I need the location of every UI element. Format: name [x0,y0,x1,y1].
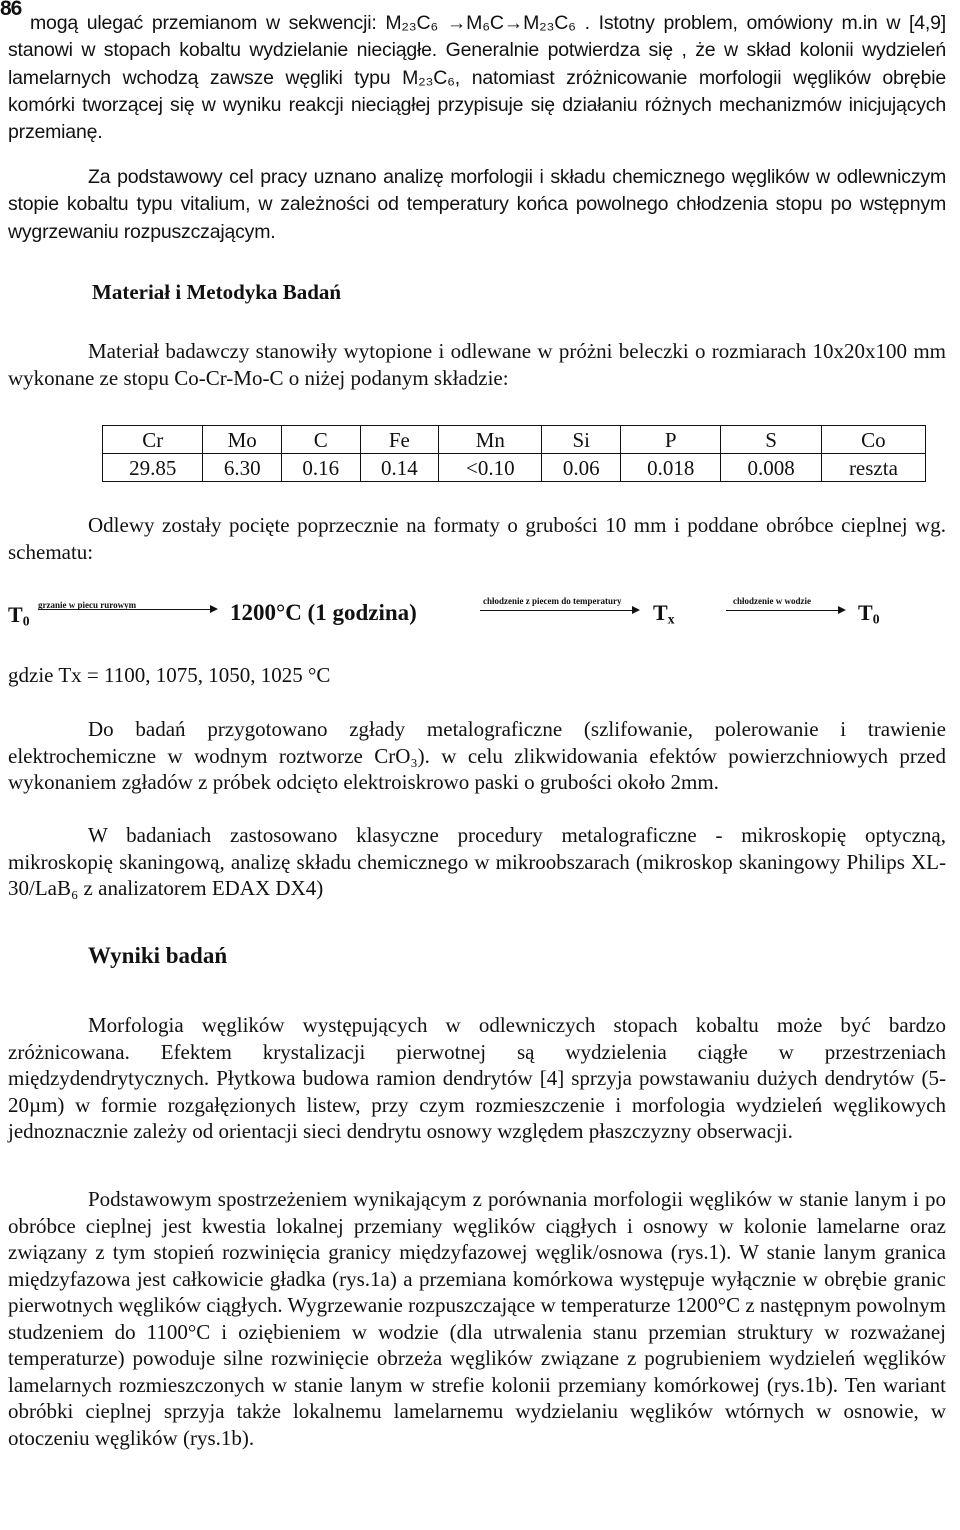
table-header-cell: Si [542,426,621,454]
page-number: 86 [0,0,22,20]
table-value-cell: 0.008 [721,454,821,482]
scheme-t0-end: $T_0$ [858,600,880,627]
table-value-cell: 6.30 [203,454,282,482]
tx-values-line: gdzie Tx = 1100, 1075, 1050, 1025 °C [8,663,331,687]
scheme-arrow-3 [726,610,844,611]
methods-paragraph-2: W badaniach zastosowano klasyczne procedury metalograficzne - mikroskopię optyczną, mikroskopię skaningową, analizę składu chemicznego w mikroobszarach (mikroskop skaningowy Philips XL-30/LaB₆ z analizatorem EDAX DX4) [8,823,946,900]
composition-header-row [103,426,926,454]
results-paragraph-1: Morfologia węglików występujących w odlewniczych stopach kobaltu może być bardzo zróżnicowana. Efektem krystalizacji pierwotnej są wydzielenia ciągłe w przestrzeniach międzydendrytycznych. Płytkowa budowa ramion dendrytów [4] sprzyja powstawaniu dużych dendrytów (5-20µm) w formie rozgałęzionych listew, przy czym rozmieszczenie i morfologia wydzieleń węglikowych jednoznacznie zależy od orientacji sieci dendrytu osnowy względem płaszczyzny obserwacji. [8,1013,946,1143]
scheme-tx: $T_x$ [653,600,675,627]
table-value-cell: 0.06 [542,454,621,482]
section-title-results: Wyniki badań [88,943,228,968]
scheme-arrow-2 [480,610,638,611]
table-header-cell: Mn [439,426,542,454]
table-value-cell: reszta [821,454,925,482]
table-value-cell: 0.018 [620,454,720,482]
composition-value-row [103,454,926,482]
table-value-cell: 29.85 [103,454,203,482]
table-header-cell: C [282,426,361,454]
table-value-cell: 0.14 [360,454,439,482]
table-value-cell: <0.10 [439,454,542,482]
heat-treatment-scheme [8,588,948,636]
scheme-step2-label: chłodzenie z piecem do temperatury [483,596,622,606]
scheme-arrow-1 [38,609,216,610]
table-header-cell: Mo [203,426,282,454]
table-value-cell: 0.16 [282,454,361,482]
materials-paragraph: Materiał badawczy stanowiły wytopione i odlewane w próżni beleczki o rozmiarach 10x20x100 mm wykonane ze stopu Co-Cr-Mo-C o niżej podanym składzie: [8,339,946,390]
scheme-step3-label: chłodzenie w wodzie [733,596,811,606]
methods-paragraph-1: Do badań przygotowano zgłady metalograficzne (szlifowanie, polerowanie i trawienie elektrochemiczne w wodnym roztworze CrO₃). w celu zlikwidowania efektów powierzchniowych przed wykonaniem zgładów z próbek odcięto elektroiskrowo paski o grubości około 2mm. [8,717,946,794]
intro-paragraph-2: Za podstawowy cel pracy uznano analizę morfologii i składu chemicznego węglików w odlewniczym stopie kobaltu typu vitalium, w zależności od temperatury końca powolnego chłodzenia stopu po wstępnym wygrzewaniu rozpuszczającym. [8,166,946,243]
table-header-cell: Cr [103,426,203,454]
scheme-step1-label: grzanie w piecu rurowym [38,600,137,610]
section-title-materials-methods: Materiał i Metodyka Badań [92,280,342,304]
table-header-cell: P [620,426,720,454]
scheme-t0: $T_0$ [8,602,30,629]
scheme-step1-target: 1200°C (1 godzina) [230,600,417,625]
table-header-cell: S [721,426,821,454]
table-header-cell: Co [821,426,925,454]
composition-table [102,425,926,482]
intro-paragraph-1: mogą ulegać przemianom w sekwencji: M₂₃C₆ →M₆C→M₂₃C₆ . Istotny problem, omówiony m.in w [4,9] stanowi w stopach kobaltu wydzielanie nieciągłe. Generalnie potwierdza się , że w skład kolonii wydzieleń lamelarnych wchodzą zawsze węgliki typu M₂₃C₆, natomiast zróżnicowanie morfologii węglików obrębie komórki tworzącej się w wyniku reakcji nieciągłej przypisuje się działaniu różnych mechanizmów inicjujących przemianę. [8,12,946,144]
table-header-cell: Fe [360,426,439,454]
results-paragraph-2: Podstawowym spostrzeżeniem wynikającym z porównania morfologii węglików w stanie lanym i po obróbce cieplnej jest kwestia lokalnej przemiany węglików ciągłych i osnowy w kolonie lamelarne oraz związany z tym stopień rozwinięcia granicy międzyfazowej węglik/osnowa (rys.1). W stanie lanym granica międzyfazowa jest całkowicie gładka (rys.1a) a przemiana komórkowa występuje wyłącznie w obrębie granic pierwotnych węglików ciągłych. Wygrzewanie rozpuszczające w temperaturze 1200°C z następnym powolnym studzeniem do 1100°C i oziębieniem w wodzie (dla utrwalenia stanu przemian struktury w rozważanej temperaturze) powoduje silne rozwinięcie obrzeża węglików związane z pogrubieniem wydzieleń węglików lamelarnych rozmieszczonych w stanie lanym w strefie kolonii przemiany komórkowej (rys.1b). Ten wariant obróbki cieplnej sprzyja także lokalnemu lamelarnemu wydzielaniu węglików wtórnych w osnowie, w otoczeniu węglików (rys.1b). [8,1187,946,1450]
cutting-paragraph: Odlewy zostały pocięte poprzecznie na formaty o grubości 10 mm i poddane obróbce cieplnej wg. schematu: [8,513,946,564]
